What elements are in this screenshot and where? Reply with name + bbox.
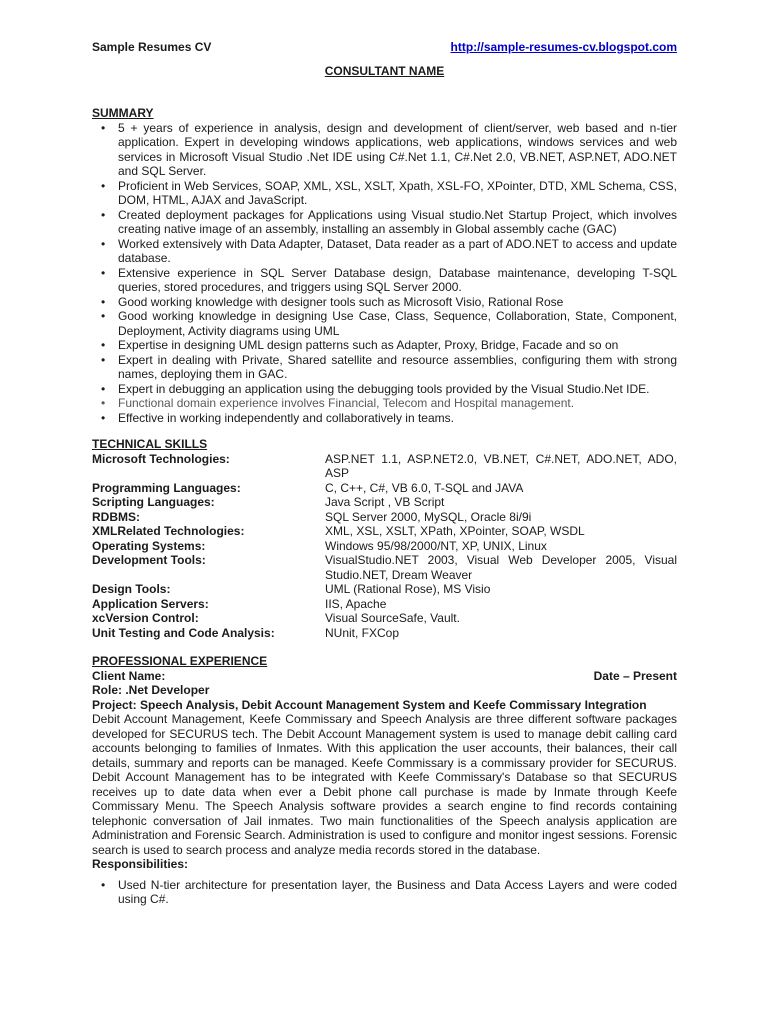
project-line: Project: Speech Analysis, Debit Account Management System and Keefe Commissary Integration xyxy=(92,697,647,712)
skill-row xyxy=(92,510,677,525)
site-title: Sample Resumes CV xyxy=(92,40,212,54)
technical-skills-heading: TECHNICAL SKILLS xyxy=(92,437,208,451)
skill-label: Application Servers: xyxy=(92,596,209,611)
skill-value: SQL Server 2000, MySQL, Oracle 8i/9i xyxy=(325,509,532,524)
skill-row xyxy=(92,611,677,626)
skill-row xyxy=(92,452,677,481)
skill-row xyxy=(92,524,677,539)
summary-item: • Expertise in designing UML design patterns such as Adapter, Proxy, Bridge, Facade and so on xyxy=(92,338,677,353)
summary-item: • Good working knowledge in designing Use Case, Class, Sequence, Collaboration, State, Component, Deployment, Activity diagrams using UML xyxy=(92,309,677,338)
client-name-label: Client Name: xyxy=(92,668,166,683)
document-title: CONSULTANT NAME xyxy=(324,63,445,78)
skill-label: XMLRelated Technologies: xyxy=(92,524,245,538)
summary-item: • Proficient in Web Services, SOAP, XML, XSL, XSLT, Xpath, XSL-FO, XPointer, DTD, XML Schema, CSS, DOM, HTML, AJAX and JavaScript. xyxy=(92,179,677,208)
skill-label: Development Tools: xyxy=(92,553,206,567)
skill-value: NUnit, FXCop xyxy=(325,625,400,640)
summary-item: • Effective in working independently and collaboratively in teams. xyxy=(92,411,677,426)
site-url-link[interactable]: http://sample-resumes-cv.blogspot.com xyxy=(450,40,677,54)
project-description: Debit Account Management, Keefe Commissary and Speech Analysis are three different software packages developed for SECURUS tech. The Debit Account Management system is used to manage debit calling card accounts belonging to families of Inmates. With this application the user accounts, their balances, their call details, summary and reports can be managed. Keefe Commissary is a commissary provider for SECURUS. Debit Account Management has to be integrated with Keefe Commissary's Database so that SECURUS receives up to date data when ever a Debit phone call purchase is made by Inmate through Keefe Commissary Menu. The Speech Analysis software provides a search engine to find records containing telephonic conversation of Jail inmates. Two main functionalities of the Speech analysis application are Administration and Forensic Search. Administration is used to configure and monitor ingest sessions. Forensic search is used to search process and analyze media records stored in the database. xyxy=(92,712,677,857)
skill-value: Windows 95/98/2000/NT, XP, UNIX, Linux xyxy=(325,538,547,553)
professional-experience-heading: PROFESSIONAL EXPERIENCE xyxy=(92,654,268,668)
skill-value: Visual SourceSafe, Vault. xyxy=(325,611,460,625)
summary-item: • Worked extensively with Data Adapter, Dataset, Data reader as a part of ADO.NET to access and update database. xyxy=(92,237,677,266)
responsibility-item: • Used N-tier architecture for presentation layer, the Business and Data Access Layers and were coded using C#. xyxy=(92,878,677,907)
technical-skills-table xyxy=(92,452,677,641)
skill-value: ASP.NET 1.1, ASP.NET2.0, VB.NET, C#.NET, ADO.NET, ADO, ASP xyxy=(325,451,677,480)
skill-value: VisualStudio.NET 2003, Visual Web Developer 2005, Visual Studio.NET, Dream Weaver xyxy=(325,553,677,582)
skill-label: RDBMS: xyxy=(92,509,140,524)
skill-row xyxy=(92,481,677,496)
summary-item: • Extensive experience in SQL Server Database design, Database maintenance, developing T-SQL queries, stored procedures, and triggers using SQL Server 2000. xyxy=(92,266,677,295)
skill-value: UML (Rational Rose), MS Visio xyxy=(325,582,491,596)
skill-label: Design Tools: xyxy=(92,582,171,596)
summary-heading: SUMMARY xyxy=(92,106,154,120)
page-header xyxy=(92,40,677,55)
summary-item: • Created deployment packages for Applications using Visual studio.Net Startup Project, which involves creating native image of an assembly, installing an assembly in Global assembly cache (GAC) xyxy=(92,208,677,237)
skill-row xyxy=(92,495,677,510)
summary-item: • Good working knowledge with designer tools such as Microsoft Visio, Rational Rose xyxy=(92,295,677,310)
skill-row xyxy=(92,539,677,554)
skill-row xyxy=(92,626,677,641)
summary-item: • 5 + years of experience in analysis, design and development of client/server, web based and n-tier application. Expert in developing windows applications, web applications, windows services and web services in Microsoft Visual Studio .Net IDE using C#.Net 1.1, C#.Net 2.0, VB.NET, ASP.NET, ADO.NET and SQL Server. xyxy=(92,121,677,179)
skill-value: XML, XSL, XSLT, XPath, XPointer, SOAP, WSDL xyxy=(325,524,585,538)
skill-label: xcVersion Control: xyxy=(92,611,199,625)
skill-row xyxy=(92,597,677,612)
responsibilities-list xyxy=(92,878,677,907)
client-row xyxy=(92,669,677,684)
summary-item: • Expert in debugging an application using the debugging tools provided by the Visual Studio.Net IDE. xyxy=(92,382,677,397)
skill-row xyxy=(92,582,677,597)
experience-date: Date – Present xyxy=(593,668,677,683)
skill-label: Programming Languages: xyxy=(92,480,241,495)
summary-list xyxy=(92,121,677,426)
responsibilities-heading: Responsibilities: xyxy=(92,857,189,871)
skill-label: Unit Testing and Code Analysis: xyxy=(92,625,275,640)
skill-label: Operating Systems: xyxy=(92,538,206,553)
skill-value: Java Script , VB Script xyxy=(325,495,445,509)
skill-value: IIS, Apache xyxy=(325,596,387,611)
summary-item: • Expert in dealing with Private, Shared satellite and resource assemblies, configuring them with strong names, deploying them in GAC. xyxy=(92,353,677,382)
summary-item: • Functional domain experience involves Financial, Telecom and Hospital management. xyxy=(92,396,677,411)
role-line: Role: .Net Developer xyxy=(92,683,210,697)
skill-value: C, C++, C#, VB 6.0, T-SQL and JAVA xyxy=(325,480,524,495)
skill-label: Scripting Languages: xyxy=(92,495,215,509)
skill-label: Microsoft Technologies: xyxy=(92,451,230,466)
skill-row xyxy=(92,553,677,582)
